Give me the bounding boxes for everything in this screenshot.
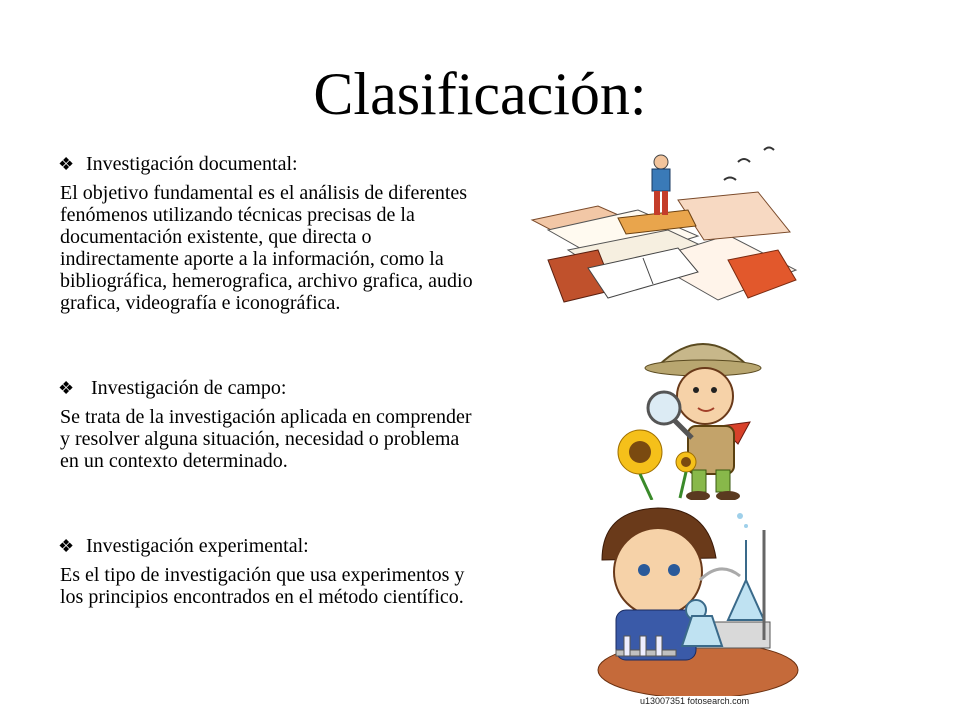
books-pile-illustration [528, 140, 800, 310]
section-heading-text: Investigación de campo: [86, 377, 287, 399]
section-heading-text: Investigación documental: [86, 153, 298, 175]
diamond-bullet-icon: ❖ [58, 536, 75, 556]
section-body-documental: El objetivo fundamental es el análisis de diferentes fenómenos utilizando técnicas precisas de la documentación existente, que directa o indirectamente aporte a la información, como la bibliográfica, hemerografica, archivo grafica, audio grafica, videografía e iconográfica. [60, 182, 473, 314]
section-heading-documental [58, 152, 298, 176]
section-heading-experimental [58, 534, 309, 558]
slide-title: Clasificación: [313, 61, 647, 127]
image-caption: u13007351 fotosearch.com [640, 696, 750, 706]
section-heading-campo [58, 376, 287, 400]
section-body-experimental: Es el tipo de investigación que usa experimentos y los principios encontrados en el método científico. [60, 564, 465, 608]
child-science-experiment-illustration [596, 500, 800, 696]
section-heading-text: Investigación experimental: [86, 535, 309, 557]
diamond-bullet-icon: ❖ [58, 378, 75, 398]
diamond-bullet-icon: ❖ [58, 154, 75, 174]
explorer-magnifier-illustration [600, 330, 792, 502]
section-body-campo: Se trata de la investigación aplicada en comprender y resolver alguna situación, necesidad o problema en un contexto determinado. [60, 406, 472, 472]
